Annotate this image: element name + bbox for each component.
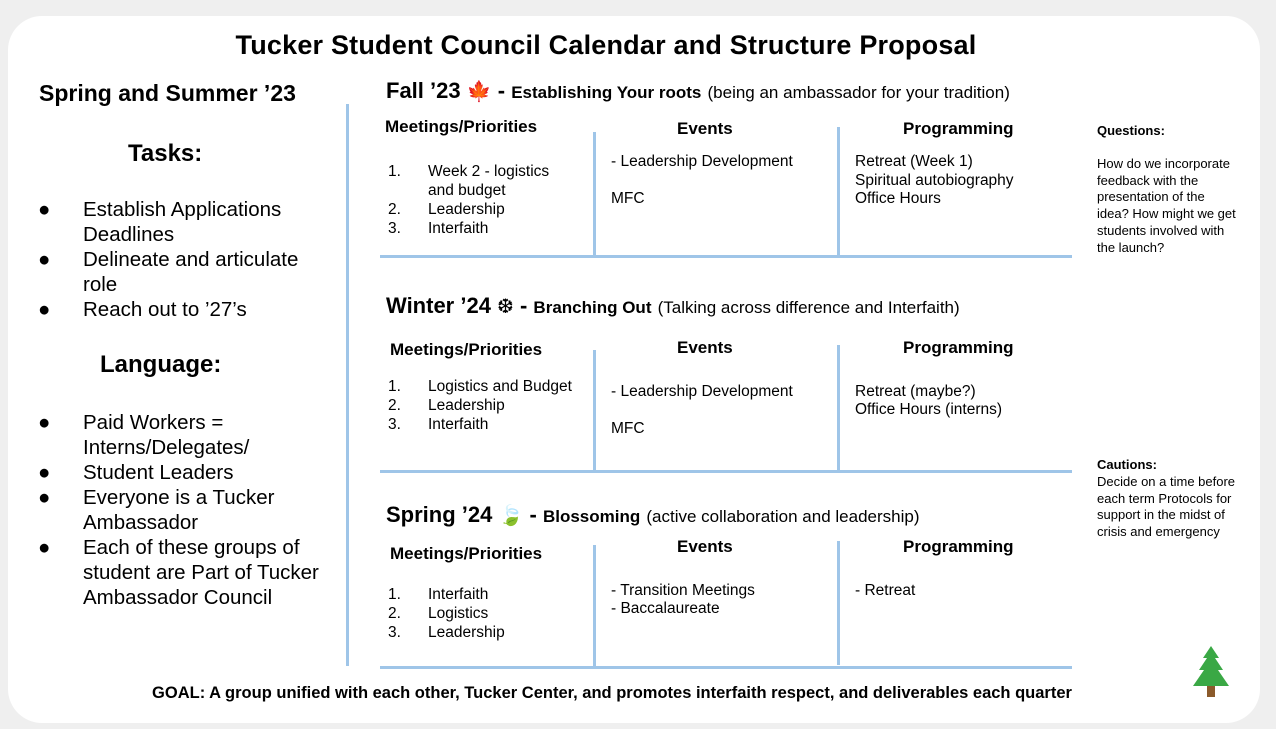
program-item: Retreat (maybe?) bbox=[855, 383, 976, 400]
programming-heading: Programming bbox=[903, 338, 1014, 357]
list-item: 1. Interfaith bbox=[388, 586, 489, 603]
program-item: - Retreat bbox=[855, 582, 916, 599]
list-item: 3. Interfaith bbox=[388, 220, 489, 237]
program-item: Spiritual autobiography bbox=[855, 172, 1014, 189]
event-item: - Transition Meetings bbox=[611, 582, 755, 599]
programming-heading: Programming bbox=[903, 119, 1014, 138]
list-item: ● Student Leaders bbox=[38, 461, 234, 484]
questions-heading: Questions: bbox=[1097, 123, 1165, 138]
cautions-text: Decide on a time before each term Protocols for support in the midst of crisis and emergency bbox=[1097, 474, 1236, 540]
column-divider bbox=[593, 350, 596, 472]
tasks-heading: Tasks: bbox=[128, 140, 203, 167]
list-item: ● Delineate and articulate role bbox=[38, 248, 299, 296]
meetings-list bbox=[384, 377, 574, 434]
language-heading: Language: bbox=[100, 351, 222, 378]
leaf-icon: 🍃 bbox=[498, 505, 524, 527]
list-item: 2. Leadership bbox=[388, 397, 505, 414]
section-title: Winter ’24 ❆ - Branching Out (Talking across difference and Interfaith) bbox=[386, 293, 960, 318]
list-item: ● Reach out to ’27’s bbox=[38, 298, 247, 321]
cautions-heading: Cautions: bbox=[1097, 457, 1157, 472]
program-item: Office Hours bbox=[855, 190, 941, 207]
list-item: 2. Leadership bbox=[388, 201, 505, 218]
list-item: 1. Logistics and Budget bbox=[388, 378, 572, 395]
event-item: MFC bbox=[611, 420, 645, 437]
row-divider bbox=[380, 666, 1072, 669]
program-item: Retreat (Week 1) bbox=[855, 153, 973, 170]
column-divider bbox=[837, 345, 840, 471]
events-heading: Events bbox=[677, 119, 733, 138]
section-title: Fall ’23 🍁 - Establishing Your roots (being an ambassador for your tradition) bbox=[386, 78, 1010, 103]
event-item: - Leadership Development bbox=[611, 383, 793, 400]
meetings-heading: Meetings/Priorities bbox=[385, 117, 538, 136]
list-item: 1. Week 2 - logistics and budget bbox=[388, 163, 550, 199]
events-heading: Events bbox=[677, 537, 733, 556]
column-divider bbox=[837, 127, 840, 255]
programming-heading: Programming bbox=[903, 537, 1014, 556]
questions-text: How do we incorporate feedback with the presentation of the idea? How might we get students involved with the launch? bbox=[1097, 156, 1236, 255]
language-list bbox=[38, 410, 328, 610]
snowflake-icon: ❆ bbox=[497, 296, 514, 318]
program-item: Office Hours (interns) bbox=[855, 401, 1003, 418]
event-item: MFC bbox=[611, 190, 645, 207]
column-divider bbox=[837, 541, 840, 665]
column-divider bbox=[593, 132, 596, 257]
list-item: ● Paid Workers = Interns/Delegates/ bbox=[38, 411, 250, 459]
row-divider bbox=[380, 470, 1072, 473]
row-divider bbox=[380, 255, 1072, 258]
meetings-heading: Meetings/Priorities bbox=[390, 340, 543, 359]
left-divider bbox=[346, 104, 349, 666]
events-heading: Events bbox=[677, 338, 733, 357]
list-item: 3. Leadership bbox=[388, 624, 505, 641]
maple-leaf-icon: 🍁 bbox=[466, 81, 492, 103]
list-item: ● Establish Applications Deadlines bbox=[38, 198, 282, 246]
page-title: Tucker Student Council Calendar and Structure Proposal bbox=[235, 30, 977, 60]
list-item: 2. Logistics bbox=[388, 605, 489, 622]
event-item: - Leadership Development bbox=[611, 153, 793, 170]
event-item: - Baccalaureate bbox=[611, 600, 720, 617]
column-divider bbox=[593, 545, 596, 667]
left-heading: Spring and Summer ’23 bbox=[39, 80, 296, 106]
list-item: ● Each of these groups of student are Part of Tucker Ambassador Council bbox=[38, 536, 319, 609]
meetings-list bbox=[384, 162, 574, 238]
list-item: 3. Interfaith bbox=[388, 416, 489, 433]
list-item: ● Everyone is a Tucker Ambassador bbox=[38, 486, 275, 534]
meetings-list bbox=[384, 585, 574, 642]
section-title: Spring ’24 🍃 - Blossoming (active collaboration and leadership) bbox=[386, 502, 920, 527]
meetings-heading: Meetings/Priorities bbox=[390, 544, 543, 563]
goal-statement: GOAL: A group unified with each other, Tucker Center, and promotes interfaith respect, and deliverables each quarter bbox=[152, 684, 1072, 702]
tasks-list bbox=[38, 197, 328, 322]
